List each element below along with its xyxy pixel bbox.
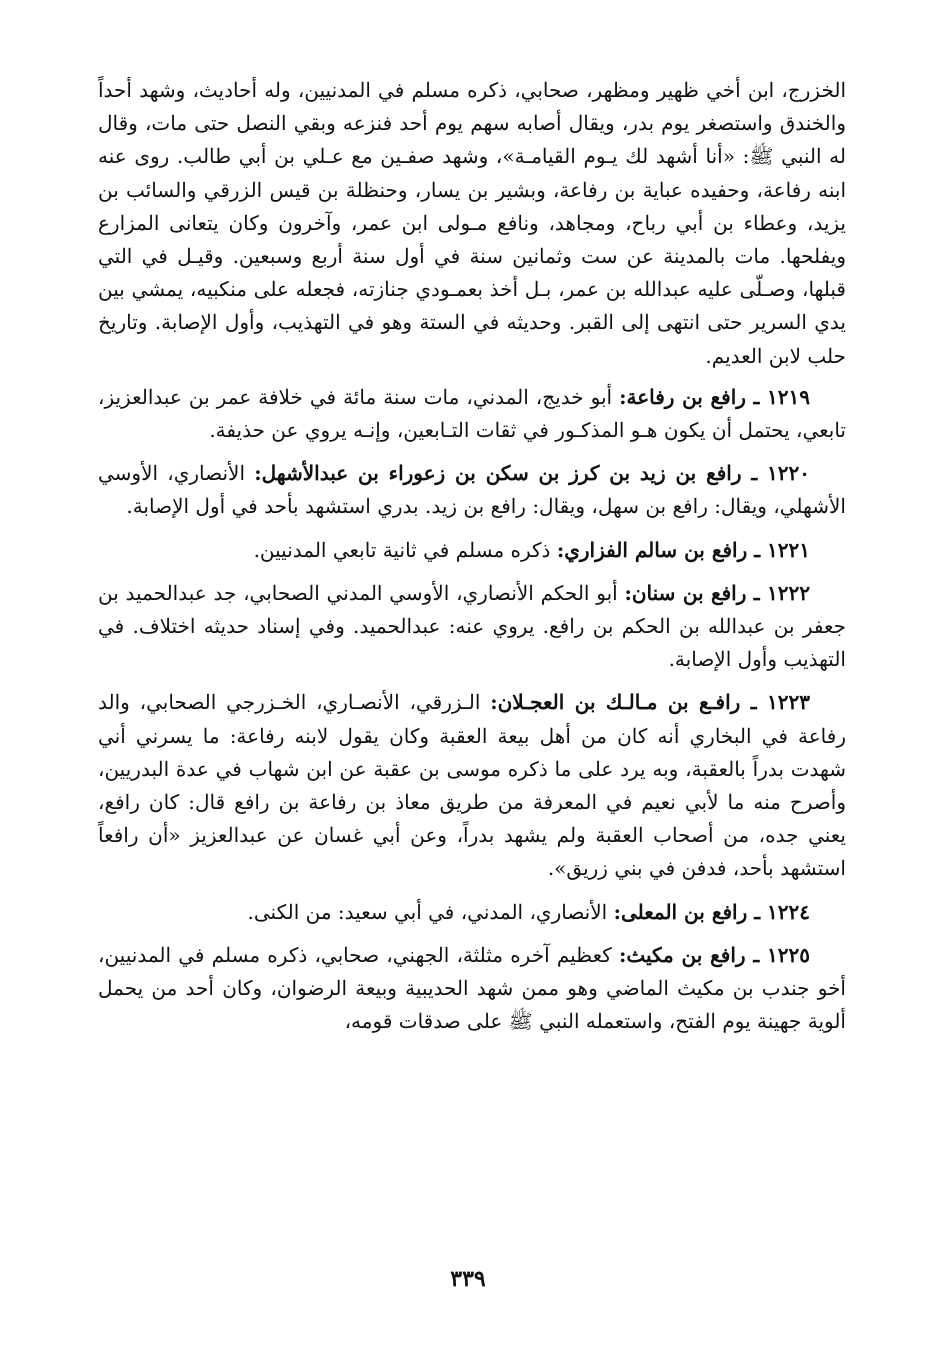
entry-heading: ١٢٢٢ ـ رافع بن سنان: xyxy=(624,580,810,605)
entry-heading: ١٢٢١ ـ رافع بن سالم الفزاري: xyxy=(556,537,810,562)
continued-biography-text: الخزرج، ابن أخي ظهير ومظهر، صحابي، ذكره مسلم في المدنيين، وله أحاديث، وشهد أحداً والخندق واستصغر يوم بدر، ويقال أصابه سهم يوم أحد فنزعه وبقي النصل حتى مات، وقال له النبي ﷺ: «أنا أشهد لك يـوم القيامـة»، وشهد صفـين مع عـلي بن أبي طالب. روى عنه ابنه رفاعة، وحفيده عباية بن رفاعة، وبشير بن يسار، وحنظلة بن قيس الزرقي والسائب بن يزيد، وعطاء بن أبي رباح، ومجاهد، ونافع مـولى ابن عمر، وآخرون وكان يتعانى المزارع ويفلحها. مات بالمدينة عن ست وثمانين سنة في أول سنة أربع وسبعين. وقيـل في التي قبلها، وصـلّى عليه عبدالله بن عمر، بـل أخذ بعمـودي جنازته، فجعله على منكبيه، يمشي بين يدي السرير حتى انتهى إلى القبر. وحديثه في الستة وهو في التهذيب، وأول الإصابة. وتاريخ حلب لابن العديم. xyxy=(98,78,847,368)
biography-entry-1223 xyxy=(98,686,846,885)
biography-entry-1222 xyxy=(98,577,846,677)
entry-body: كعظيم آخره مثلثة، الجهني، صحابي، ذكره مسلم في المدنيين، أخو جندب بن مكيث الماضي وهو ممن شهد الحديبية وبيعة الرضوان، وكان أحد من يحمل ألوية جهينة يوم الفتح، واستعمله النبي ﷺ على صدقات قومه، xyxy=(98,942,846,1034)
entry-body: الأنصاري، الأوسي الأشهلي، ويقال: رافع بن سهل، ويقال: رافع بن زيد. بدري استشهد بأحد في أول الإصابة. xyxy=(98,461,846,519)
entry-body: الـزرقي، الأنصـاري، الخـزرجي الصحابي، والد رفاعة في البخاري أنه كان من أهل بيعة العقبة وكان يقول لابنه رفاعة: ما يسرني أني شهدت بدراً بالعقبة، وبه يرد على ما ذكره موسى بن عقبة عن ابن شهاب في عدة البدريين، وأصرح منه ما لأبي نعيم في المعرفة من طريق معاذ بن رفاعة بن رافع قال: كان رافع، يعني جده، من أصحاب العقبة ولم يشهد بدراً، وعن أبي غسان عن عبدالعزيز «أن رافعاً استشهد بأحد، فدفن في بني زريق». xyxy=(98,690,846,881)
entry-heading: ١٢٢٤ ـ رافع بن المعلى: xyxy=(613,899,810,924)
biography-entry-1219 xyxy=(98,381,846,447)
entry-body: أبو خديج، المدني، مات سنة مائة في خلافة عمر بن عبدالعزيز، تابعي، يحتمل أن يكون هـو المذكـور في ثقات التـابعين، وإنـه يروي عن حذيفة. xyxy=(98,384,846,443)
entry-heading: ١٢٢٣ ـ رافـع بن مـالـك بن العجـلان: xyxy=(490,690,810,715)
biography-entry-1224 xyxy=(98,896,846,929)
book-page xyxy=(98,74,846,1048)
entry-body: أبو الحكم الأنصاري، الأوسي المدني الصحابي، جد عبدالحميد بن جعفر بن عبدالله بن الحكم بن رافع. يروي عنه: عبدالحميد. وفي إسناد حديثه اختلاف. في التهذيب وأول الإصابة. xyxy=(98,580,846,672)
biography-entry-1225 xyxy=(98,939,846,1039)
biography-entry-1221 xyxy=(98,534,846,567)
entry-heading: ١٢١٩ ـ رافع بن رفاعة: xyxy=(619,384,810,409)
entry-body: الأنصاري، المدني، في أبي سعيد: من الكنى. xyxy=(247,899,614,924)
entry-body: ذكره مسلم في ثانية تابعي المدنيين. xyxy=(253,537,557,562)
entry-heading: ١٢٢٥ ـ رافع بن مكيث: xyxy=(618,942,810,967)
entry-heading: ١٢٢٠ ـ رافع بن زيد بن كرز بن سكن بن زعوراء بن عبدالأشهل: xyxy=(254,461,811,486)
page-number: ٣٣٩ xyxy=(450,1266,486,1292)
biography-entry-1220 xyxy=(98,457,846,523)
